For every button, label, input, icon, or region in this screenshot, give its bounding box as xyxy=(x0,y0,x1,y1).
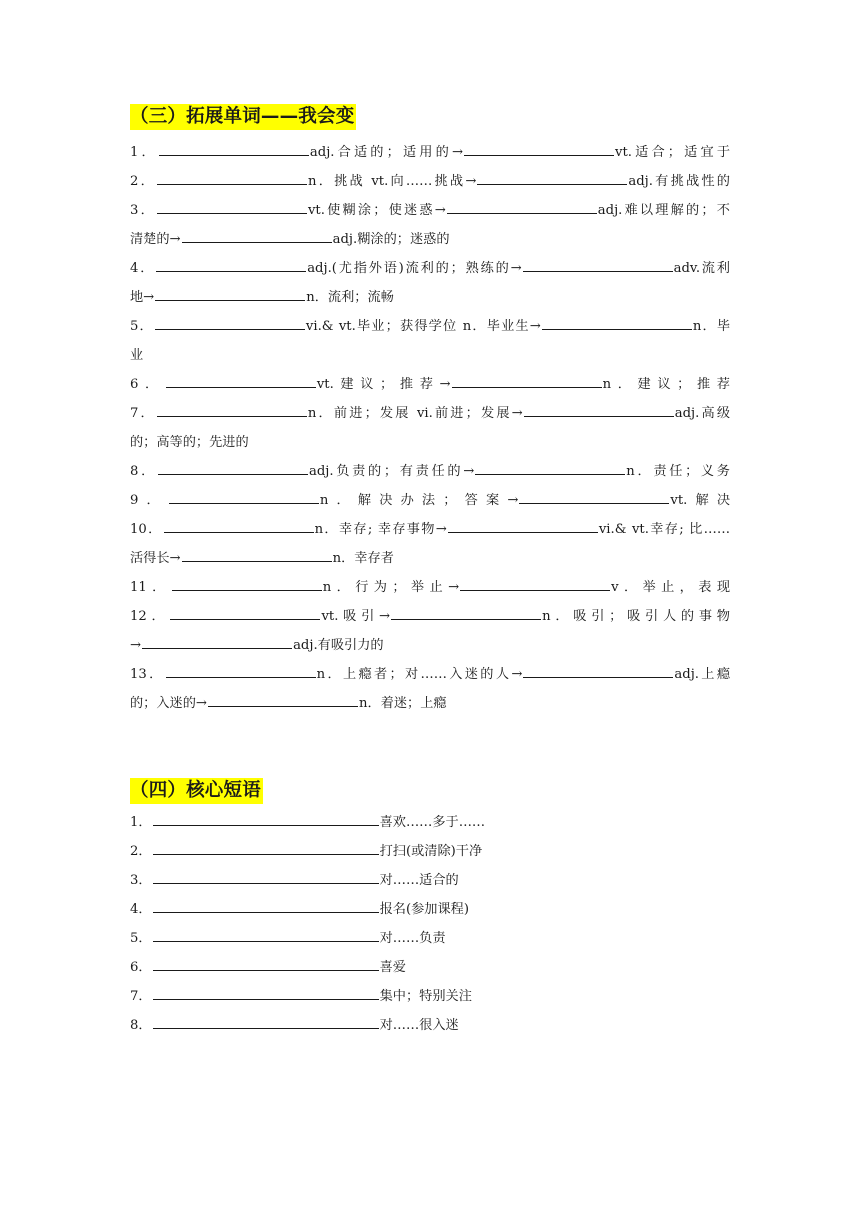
section-core-phrases xyxy=(130,778,730,1040)
answer-blank[interactable] xyxy=(448,520,598,533)
answer-blank[interactable] xyxy=(157,201,307,214)
item-number: 11． xyxy=(130,580,171,595)
answer-blank[interactable] xyxy=(447,201,597,214)
line-text: n．责任；义务 xyxy=(626,464,730,479)
phrase-meaning: 对……适合的 xyxy=(379,873,459,888)
phrase-line xyxy=(130,1011,730,1040)
item-number: 1． xyxy=(130,145,158,160)
line-text: n．上瘾者；对……入迷的人→ xyxy=(316,667,523,682)
phrase-line xyxy=(130,837,730,866)
answer-blank[interactable] xyxy=(182,230,332,243)
answer-blank[interactable] xyxy=(142,636,292,649)
phrase-line xyxy=(130,924,730,953)
line-text: adj.上瘾 xyxy=(674,667,731,682)
answer-blank[interactable] xyxy=(153,1016,379,1029)
phrase-line xyxy=(130,982,730,1011)
word-line xyxy=(130,196,730,225)
answer-blank[interactable] xyxy=(155,288,305,301)
line-text: adj.高级 xyxy=(674,406,731,421)
answer-blank[interactable] xyxy=(158,462,308,475)
item-number: 3． xyxy=(130,203,156,218)
answer-blank[interactable] xyxy=(153,842,379,855)
line-text: n．行为；举止→ xyxy=(322,580,460,595)
line-text: 业 xyxy=(130,348,144,363)
phrase-line xyxy=(130,808,730,837)
word-line xyxy=(130,225,730,254)
line-text: vt.适合；适宜于 xyxy=(615,145,731,160)
line-text: n．幸存; 幸存事物→ xyxy=(314,522,447,537)
answer-blank[interactable] xyxy=(208,694,358,707)
phrase-line xyxy=(130,866,730,895)
item-number: 7． xyxy=(130,406,156,421)
line-text: n．毕 xyxy=(692,319,731,334)
line-text: 的；入迷的→ xyxy=(130,696,207,711)
item-number: 8． xyxy=(130,464,157,479)
item-number: 5． xyxy=(130,931,152,946)
answer-blank[interactable] xyxy=(460,578,610,591)
line-text: vi.& vt.幸存; 比…… xyxy=(598,522,731,537)
line-text: 活得长→ xyxy=(130,551,181,566)
item-number: 1． xyxy=(130,815,152,830)
word-line xyxy=(130,660,730,689)
word-line xyxy=(130,428,730,457)
word-line xyxy=(130,370,730,399)
word-line xyxy=(130,138,730,167)
line-text: 的；高等的；先进的 xyxy=(130,435,249,450)
phrase-meaning: 报名(参加课程) xyxy=(379,902,469,917)
item-number: 4． xyxy=(130,261,156,276)
answer-blank[interactable] xyxy=(153,813,379,826)
answer-blank[interactable] xyxy=(475,462,625,475)
phrase-line xyxy=(130,953,730,982)
answer-blank[interactable] xyxy=(155,317,305,330)
answer-blank[interactable] xyxy=(524,404,674,417)
answer-blank[interactable] xyxy=(523,259,673,272)
line-text: adj.(尤指外语)流利的；熟练的→ xyxy=(307,261,522,276)
answer-blank[interactable] xyxy=(172,578,322,591)
word-line xyxy=(130,689,730,718)
line-text: 地→ xyxy=(130,290,155,305)
answer-blank[interactable] xyxy=(452,375,602,388)
answer-blank[interactable] xyxy=(153,987,379,1000)
section-expand-words xyxy=(130,104,730,718)
word-line xyxy=(130,283,730,312)
answer-blank[interactable] xyxy=(159,143,309,156)
line-text: n．解决办法；答案→ xyxy=(319,493,519,508)
answer-blank[interactable] xyxy=(153,958,379,971)
answer-blank[interactable] xyxy=(170,607,320,620)
item-number: 13． xyxy=(130,667,165,682)
answer-blank[interactable] xyxy=(153,929,379,942)
line-text: vt.吸引→ xyxy=(321,609,391,624)
phrase-meaning: 集中；特别关注 xyxy=(379,989,472,1004)
word-line xyxy=(130,544,730,573)
line-text: v．举止，表现 xyxy=(611,580,731,595)
word-line xyxy=(130,341,730,370)
item-number: 8． xyxy=(130,1018,152,1033)
line-text: adj.糊涂的；迷惑的 xyxy=(332,232,450,247)
item-number: 5． xyxy=(130,319,154,334)
answer-blank[interactable] xyxy=(182,549,332,562)
line-text: vi.& vt.毕业；获得学位 n．毕业生→ xyxy=(305,319,541,334)
phrase-meaning: 对……很入迷 xyxy=(379,1018,459,1033)
line-text: n．幸存者 xyxy=(332,551,394,566)
line-text: n．建议；推荐 xyxy=(602,377,730,392)
word-line xyxy=(130,486,730,515)
answer-blank[interactable] xyxy=(542,317,692,330)
phrase-line xyxy=(130,895,730,924)
word-line xyxy=(130,254,730,283)
line-text: n．流利；流畅 xyxy=(306,290,394,305)
section-title: （四）核心短语 xyxy=(130,778,263,804)
word-line xyxy=(130,399,730,428)
item-number: 12． xyxy=(130,609,170,624)
answer-blank[interactable] xyxy=(153,871,379,884)
word-line xyxy=(130,167,730,196)
line-text: adj.负责的；有责任的→ xyxy=(308,464,475,479)
answer-blank[interactable] xyxy=(391,607,541,620)
line-text: n．挑战 vt.向……挑战→ xyxy=(308,174,477,189)
item-number: 4． xyxy=(130,902,152,917)
answer-blank[interactable] xyxy=(169,491,319,504)
line-text: vt.解决 xyxy=(670,493,731,508)
word-line xyxy=(130,631,730,660)
line-text: n．着迷；上瘾 xyxy=(359,696,447,711)
answer-blank[interactable] xyxy=(156,259,306,272)
phrase-meaning: 喜欢……多于…… xyxy=(379,815,486,830)
item-number: 3． xyxy=(130,873,152,888)
item-number: 7． xyxy=(130,989,152,1004)
answer-blank[interactable] xyxy=(464,143,614,156)
line-text: n．吸引；吸引人的事物 xyxy=(542,609,730,624)
word-line xyxy=(130,515,730,544)
item-number: 2． xyxy=(130,174,157,189)
answer-blank[interactable] xyxy=(157,404,307,417)
line-text: adj.有吸引力的 xyxy=(293,638,384,653)
line-text: → xyxy=(130,638,142,653)
line-text: n．前进；发展 vi.前进；发展→ xyxy=(307,406,523,421)
line-text: adj.难以理解的；不 xyxy=(597,203,730,218)
answer-blank[interactable] xyxy=(166,665,316,678)
answer-blank[interactable] xyxy=(523,665,673,678)
line-text: adj.合适的；适用的→ xyxy=(309,145,464,160)
line-text: adj.有挑战性的 xyxy=(628,174,730,189)
item-number: 10． xyxy=(130,522,163,537)
line-text: vt.建议；推荐→ xyxy=(316,377,451,392)
answer-blank[interactable] xyxy=(164,520,314,533)
answer-blank[interactable] xyxy=(477,172,627,185)
word-line xyxy=(130,602,730,631)
section-lines xyxy=(130,808,730,1040)
word-line xyxy=(130,457,730,486)
section-lines xyxy=(130,138,730,718)
answer-blank[interactable] xyxy=(166,375,316,388)
phrase-meaning: 喜爱 xyxy=(379,960,406,975)
phrase-meaning: 对……负责 xyxy=(379,931,446,946)
section-title: （三）拓展单词——我会变 xyxy=(130,104,356,130)
word-line xyxy=(130,573,730,602)
item-number: 2． xyxy=(130,844,152,859)
word-line xyxy=(130,312,730,341)
worksheet-page xyxy=(130,104,730,1040)
item-number: 9． xyxy=(130,493,168,508)
line-text: vt.使糊涂；使迷惑→ xyxy=(307,203,446,218)
item-number: 6． xyxy=(130,960,152,975)
line-text: adv.流利 xyxy=(673,261,730,276)
phrase-meaning: 打扫(或清除)干净 xyxy=(379,844,483,859)
item-number: 6． xyxy=(130,377,165,392)
answer-blank[interactable] xyxy=(153,900,379,913)
answer-blank[interactable] xyxy=(157,172,307,185)
line-text: 清楚的→ xyxy=(130,232,181,247)
answer-blank[interactable] xyxy=(519,491,669,504)
